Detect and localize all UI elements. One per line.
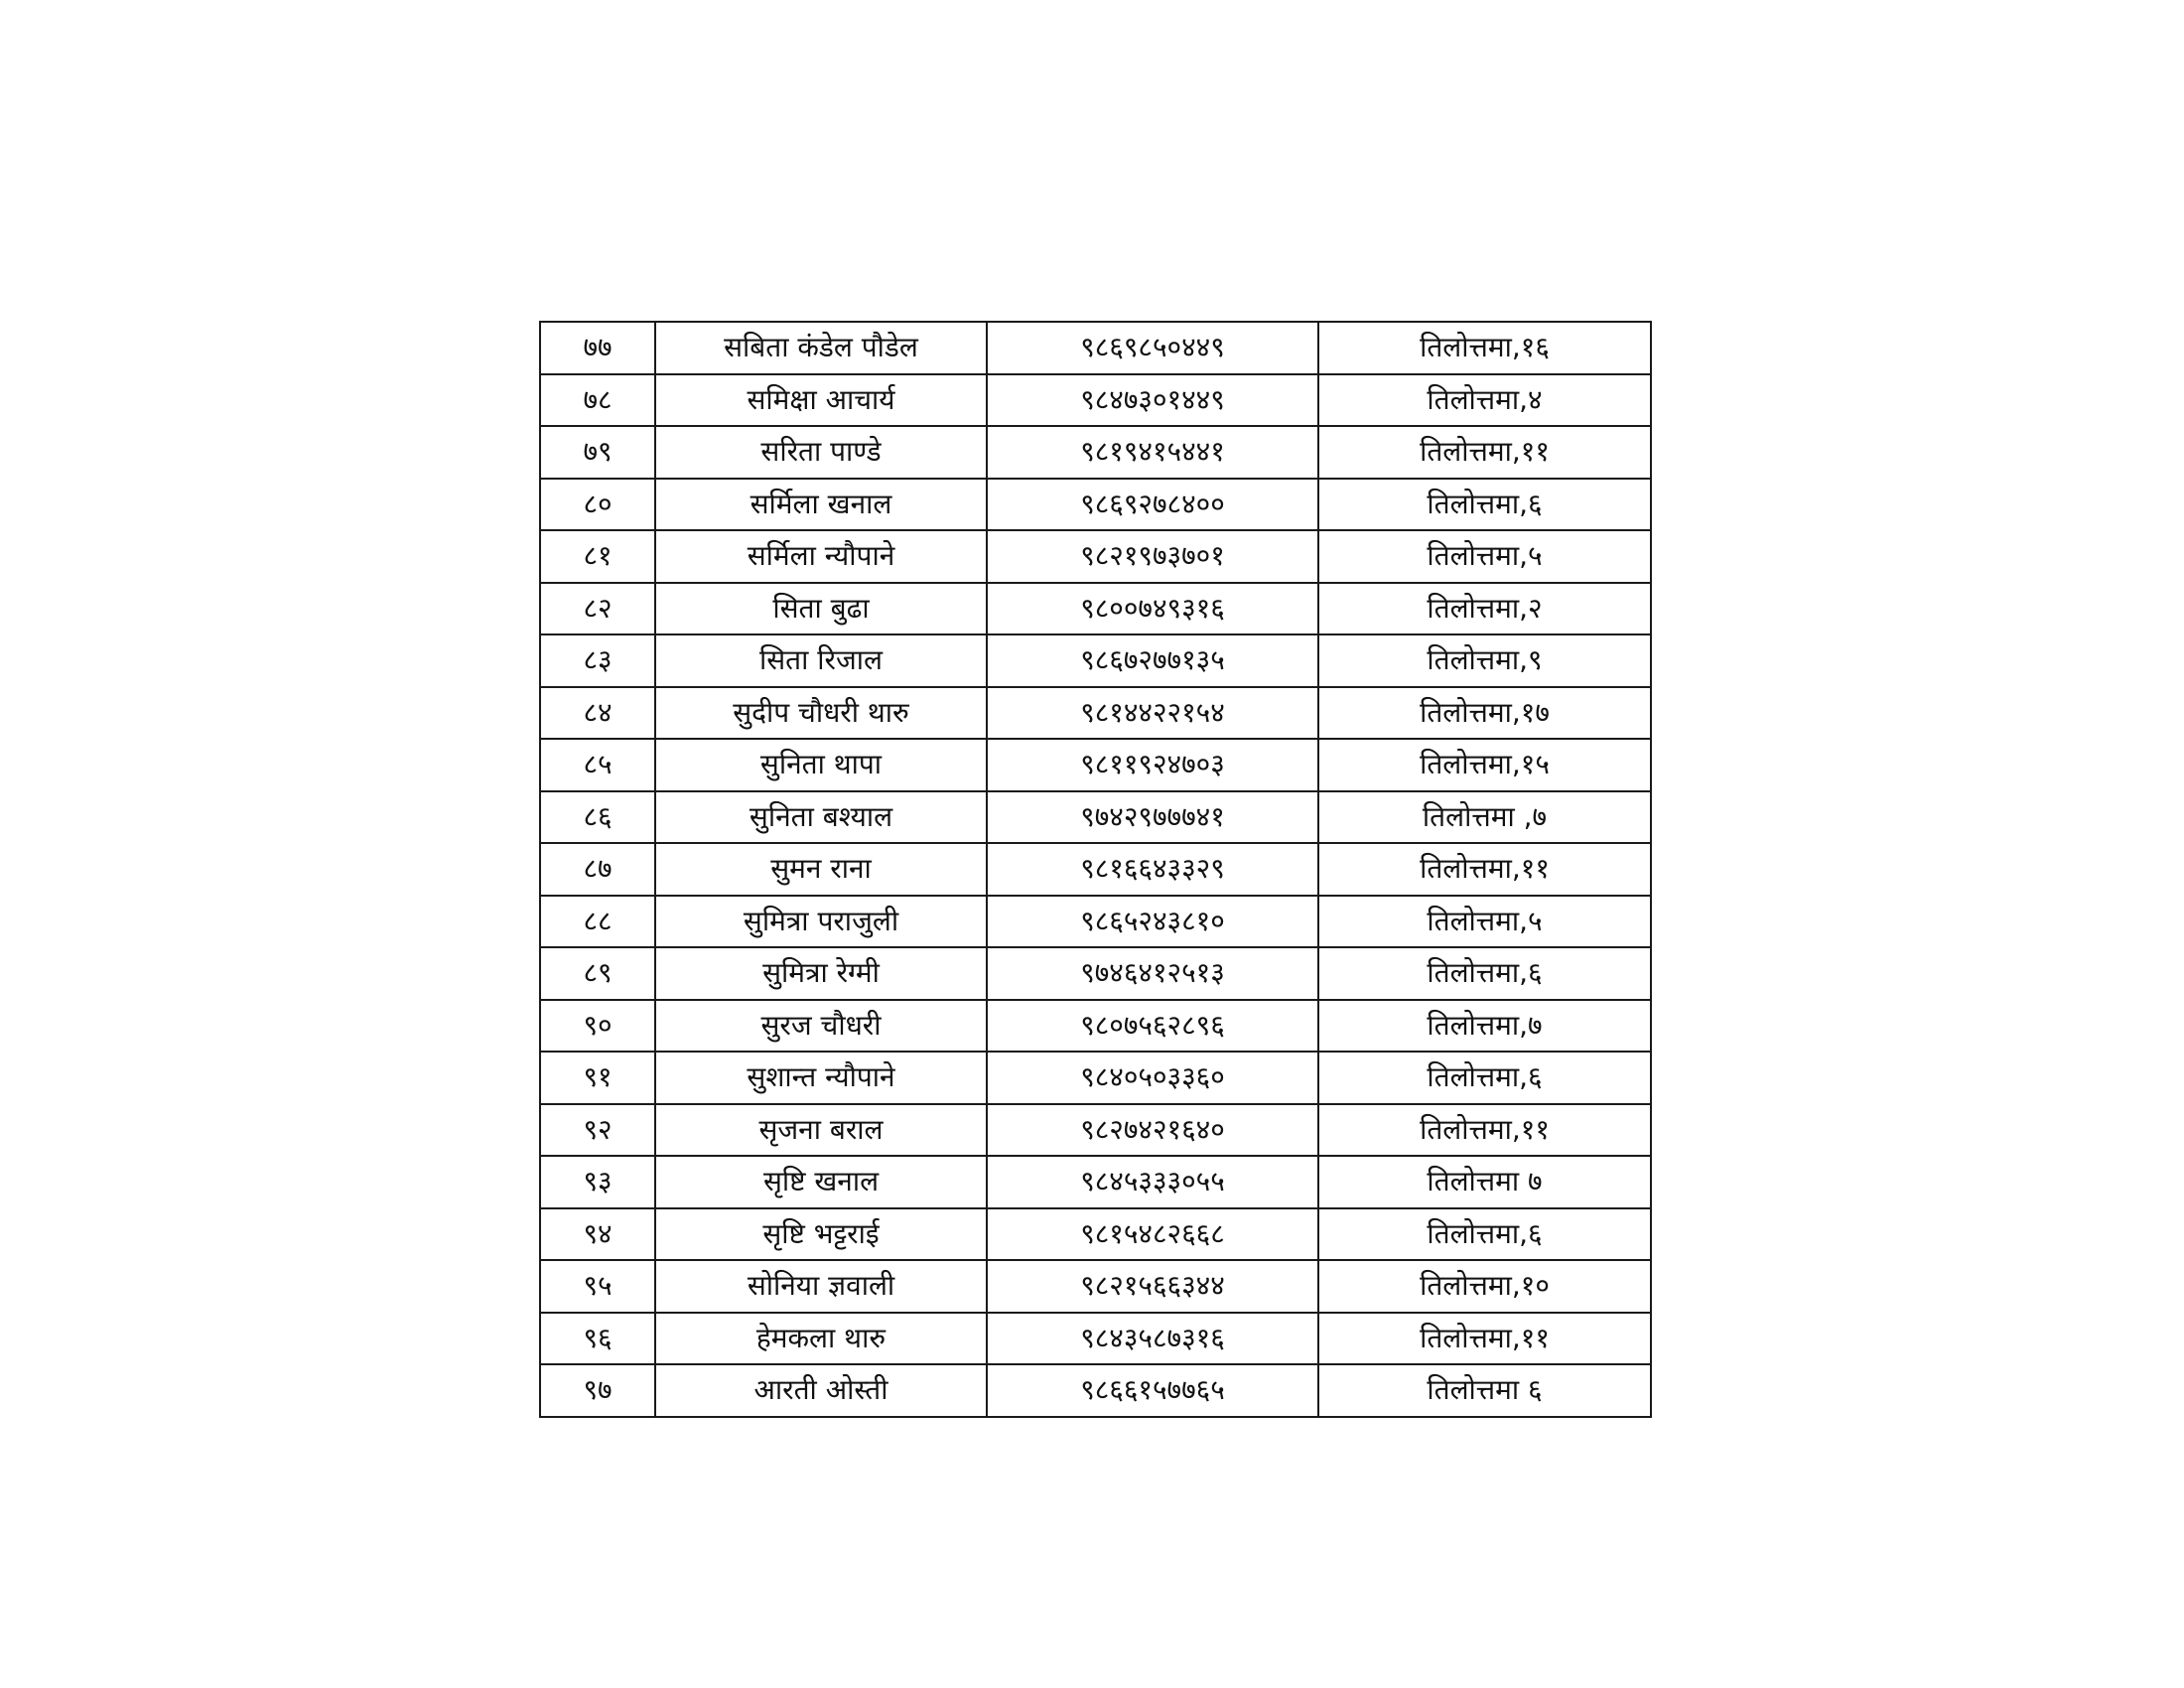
address-cell: तिलोत्तमा,११ bbox=[1318, 843, 1651, 896]
phone-number-cell: ९८०७५६२८९६ bbox=[987, 1000, 1318, 1053]
phone-number-cell: ९८६९२७८४०० bbox=[987, 479, 1318, 531]
serial-number-cell: ८५ bbox=[540, 739, 655, 791]
name-cell: सर्मिला खनाल bbox=[655, 479, 987, 531]
address-cell: तिलोत्तमा,१५ bbox=[1318, 739, 1651, 791]
serial-number-cell: ७९ bbox=[540, 426, 655, 479]
address-cell: तिलोत्तमा,५ bbox=[1318, 896, 1651, 948]
phone-number-cell: ९८४७३०१४४९ bbox=[987, 374, 1318, 427]
address-cell: तिलोत्तमा,७ bbox=[1318, 1000, 1651, 1053]
address-cell: तिलोत्तमा,६ bbox=[1318, 479, 1651, 531]
address-cell: तिलोत्तमा,१० bbox=[1318, 1260, 1651, 1313]
name-cell: सोनिया ज्ञवाली bbox=[655, 1260, 987, 1313]
table-row bbox=[540, 739, 1651, 791]
table-row bbox=[540, 1052, 1651, 1104]
table-row bbox=[540, 687, 1651, 740]
address-cell: तिलोत्तमा,४ bbox=[1318, 374, 1651, 427]
address-cell: तिलोत्तमा,६ bbox=[1318, 947, 1651, 1000]
serial-number-cell: ८३ bbox=[540, 634, 655, 687]
table-row bbox=[540, 1208, 1651, 1261]
phone-number-cell: ९७४२९७७७४१ bbox=[987, 791, 1318, 844]
name-cell: सृजना बराल bbox=[655, 1104, 987, 1157]
address-cell: तिलोत्तमा ,७ bbox=[1318, 791, 1651, 844]
table-row bbox=[540, 1104, 1651, 1157]
serial-number-cell: ९७ bbox=[540, 1364, 655, 1417]
serial-number-cell: ८७ bbox=[540, 843, 655, 896]
serial-number-cell: ८९ bbox=[540, 947, 655, 1000]
name-cell: आरती ओस्ती bbox=[655, 1364, 987, 1417]
table-row bbox=[540, 1313, 1651, 1365]
address-cell: तिलोत्तमा,९ bbox=[1318, 634, 1651, 687]
address-cell: तिलोत्तमा,२ bbox=[1318, 583, 1651, 635]
name-cell: सिता रिजाल bbox=[655, 634, 987, 687]
name-cell: सुमित्रा पराजुली bbox=[655, 896, 987, 948]
phone-number-cell: ९८१४४२२१५४ bbox=[987, 687, 1318, 740]
table-row bbox=[540, 479, 1651, 531]
name-cell: सुनिता थापा bbox=[655, 739, 987, 791]
table-row bbox=[540, 1156, 1651, 1208]
table-body bbox=[540, 322, 1651, 1417]
phone-number-cell: ९८४०५०३३६० bbox=[987, 1052, 1318, 1104]
table-row bbox=[540, 896, 1651, 948]
name-cell: सुशान्त न्यौपाने bbox=[655, 1052, 987, 1104]
address-cell: तिलोत्तमा ७ bbox=[1318, 1156, 1651, 1208]
serial-number-cell: ८६ bbox=[540, 791, 655, 844]
name-cell: सुमित्रा रेग्मी bbox=[655, 947, 987, 1000]
address-cell: तिलोत्तमा,१६ bbox=[1318, 322, 1651, 374]
serial-number-cell: ८२ bbox=[540, 583, 655, 635]
name-cell: सर्मिला न्यौपाने bbox=[655, 530, 987, 583]
serial-number-cell: ९१ bbox=[540, 1052, 655, 1104]
address-cell: तिलोत्तमा,१७ bbox=[1318, 687, 1651, 740]
serial-number-cell: ९३ bbox=[540, 1156, 655, 1208]
serial-number-cell: ७८ bbox=[540, 374, 655, 427]
phone-number-cell: ९८६५२४३८१० bbox=[987, 896, 1318, 948]
phone-number-cell: ९८१६६४३३२९ bbox=[987, 843, 1318, 896]
phone-number-cell: ९८२१५६६३४४ bbox=[987, 1260, 1318, 1313]
address-cell: तिलोत्तमा,११ bbox=[1318, 1313, 1651, 1365]
name-cell: सबिता कंडेल पौडेल bbox=[655, 322, 987, 374]
serial-number-cell: ८८ bbox=[540, 896, 655, 948]
table-row bbox=[540, 426, 1651, 479]
table-row bbox=[540, 791, 1651, 844]
phone-number-cell: ९८६९८५०४४९ bbox=[987, 322, 1318, 374]
phone-number-cell: ९८११९२४७०३ bbox=[987, 739, 1318, 791]
name-cell: सुमन राना bbox=[655, 843, 987, 896]
serial-number-cell: ९५ bbox=[540, 1260, 655, 1313]
serial-number-cell: ७७ bbox=[540, 322, 655, 374]
table-row bbox=[540, 1260, 1651, 1313]
address-cell: तिलोत्तमा,५ bbox=[1318, 530, 1651, 583]
address-cell: तिलोत्तमा,६ bbox=[1318, 1052, 1651, 1104]
table-row bbox=[540, 1364, 1651, 1417]
phone-number-cell: ९८६६१५७७६५ bbox=[987, 1364, 1318, 1417]
address-cell: तिलोत्तमा,११ bbox=[1318, 426, 1651, 479]
name-cell: सृष्टि खनाल bbox=[655, 1156, 987, 1208]
name-cell: सरिता पाण्डे bbox=[655, 426, 987, 479]
table-row bbox=[540, 530, 1651, 583]
phone-number-cell: ९८४५३३३०५५ bbox=[987, 1156, 1318, 1208]
name-cell: सुरज चौधरी bbox=[655, 1000, 987, 1053]
serial-number-cell: ९२ bbox=[540, 1104, 655, 1157]
phone-number-cell: ९८४३५८७३१६ bbox=[987, 1313, 1318, 1365]
table-row bbox=[540, 374, 1651, 427]
phone-number-cell: ९८२१९७३७०१ bbox=[987, 530, 1318, 583]
serial-number-cell: ९४ bbox=[540, 1208, 655, 1261]
address-cell: तिलोत्तमा ६ bbox=[1318, 1364, 1651, 1417]
serial-number-cell: ८१ bbox=[540, 530, 655, 583]
address-cell: तिलोत्तमा,११ bbox=[1318, 1104, 1651, 1157]
serial-number-cell: ८४ bbox=[540, 687, 655, 740]
phone-number-cell: ९८१९४१५४४१ bbox=[987, 426, 1318, 479]
document-page bbox=[539, 321, 1650, 1418]
participant-table bbox=[539, 321, 1652, 1418]
phone-number-cell: ९७४६४१२५१३ bbox=[987, 947, 1318, 1000]
phone-number-cell: ९८१५४८२६६८ bbox=[987, 1208, 1318, 1261]
table-row bbox=[540, 583, 1651, 635]
name-cell: समिक्षा आचार्य bbox=[655, 374, 987, 427]
serial-number-cell: ९६ bbox=[540, 1313, 655, 1365]
name-cell: सुदीप चौधरी थारु bbox=[655, 687, 987, 740]
table-row bbox=[540, 947, 1651, 1000]
table-row bbox=[540, 1000, 1651, 1053]
name-cell: हेमकला थारु bbox=[655, 1313, 987, 1365]
serial-number-cell: ९० bbox=[540, 1000, 655, 1053]
phone-number-cell: ९८६७२७७१३५ bbox=[987, 634, 1318, 687]
name-cell: सिता बुढा bbox=[655, 583, 987, 635]
phone-number-cell: ९८००७४९३१६ bbox=[987, 583, 1318, 635]
address-cell: तिलोत्तमा,६ bbox=[1318, 1208, 1651, 1261]
table-row bbox=[540, 634, 1651, 687]
name-cell: सुनिता बश्याल bbox=[655, 791, 987, 844]
serial-number-cell: ८० bbox=[540, 479, 655, 531]
table-row bbox=[540, 843, 1651, 896]
table-row bbox=[540, 322, 1651, 374]
name-cell: सृष्टि भट्टराई bbox=[655, 1208, 987, 1261]
phone-number-cell: ९८२७४२१६४० bbox=[987, 1104, 1318, 1157]
